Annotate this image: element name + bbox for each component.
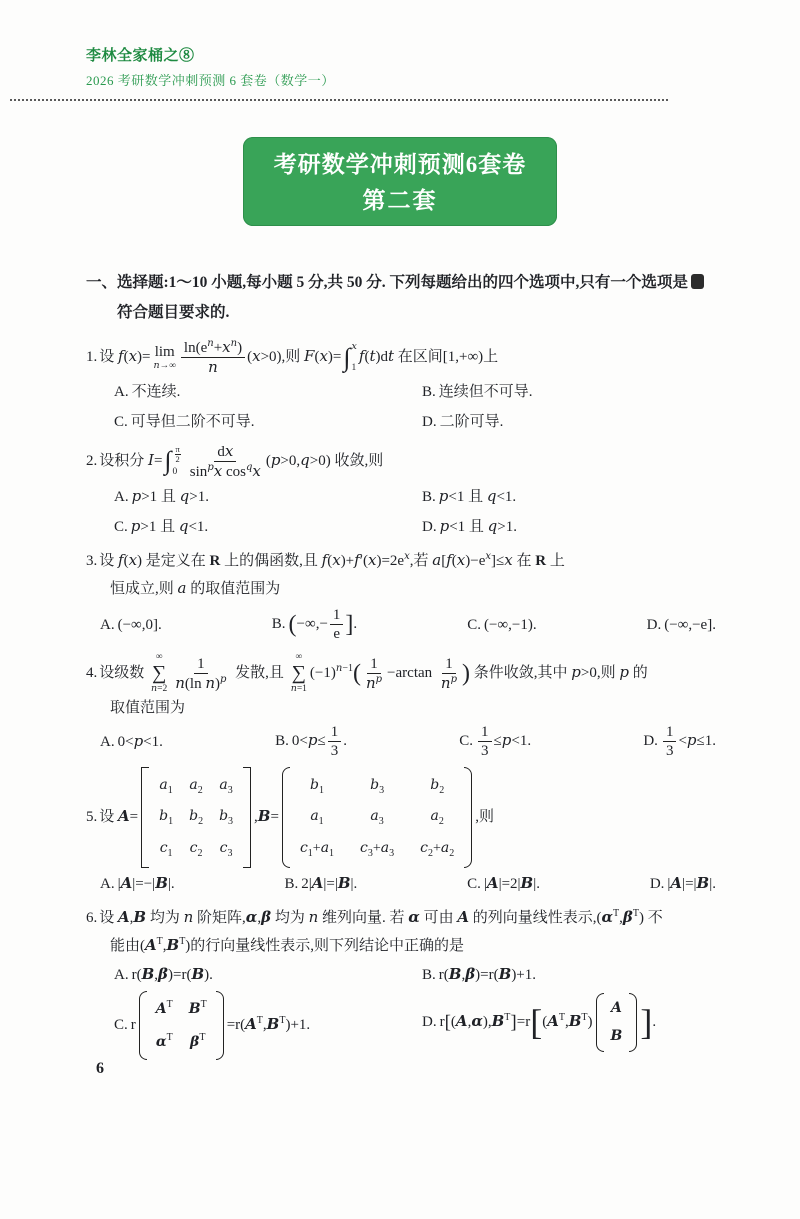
page-header	[86, 0, 720, 89]
question-text: 设 f(x) 是定义在 R 上的偶函数,且 $f(x)+f'(x)=2e^x$,若 $a[f(x)-e^x]\le x$ 在 R 上 恒成立,则 a 的取值范围为	[99, 551, 565, 597]
option-3C	[467, 612, 536, 638]
question-4-stem	[86, 653, 720, 721]
option-text: r(B,β)=r(B)+1.	[438, 964, 537, 983]
option-2A	[114, 483, 412, 510]
option-label: A.	[100, 734, 115, 751]
paper-title-box	[243, 137, 557, 226]
option-2D	[422, 513, 720, 540]
option-label: D.	[422, 1014, 437, 1031]
question-number: 3.	[86, 553, 98, 570]
question-2-stem	[86, 442, 720, 481]
question-2-options	[86, 483, 720, 541]
section-line-1: 一、选择题:1～10 小题,每小题 5 分,共 50 分. 下列每题给出的四个选项中,只有一个选项是	[86, 274, 688, 291]
option-text: $\frac{1}{3}$ <p≤1.	[661, 733, 716, 749]
ink-blob	[691, 274, 704, 289]
option-label: A.	[114, 966, 129, 983]
option-label: C.	[114, 1017, 128, 1034]
option-label: B.	[422, 384, 436, 401]
option-text: |A|=|B|.	[667, 874, 716, 893]
option-label: A.	[100, 876, 115, 893]
option-text: p<1 且 q<1.	[438, 486, 517, 505]
option-label: C.	[459, 733, 474, 750]
option-6C	[114, 991, 412, 1060]
option-4C	[459, 723, 531, 760]
option-label: C.	[467, 616, 481, 633]
question-5	[86, 767, 720, 897]
question-5-options	[86, 870, 720, 897]
option-text: 2|A|=|B|.	[301, 874, 358, 893]
option-text: $\frac{1}{3}$ ≤p<1.	[476, 733, 531, 749]
option-3D	[647, 612, 716, 638]
option-label: B.	[284, 876, 299, 893]
option-text: 连续但不可导.	[438, 384, 533, 401]
option-4A	[100, 728, 163, 755]
option-text: r $A^T$ $B^T$ $\alpha^T$ $\beta^T$ $=r(A^T,B^T)+1$.	[131, 1017, 310, 1033]
question-3-options	[86, 604, 720, 646]
series-subtitle: 2026 考研数学冲刺预测 6 套卷（数学一）	[86, 73, 335, 88]
option-label: D.	[422, 519, 437, 536]
question-3-stem	[86, 547, 720, 602]
section-line-2: 符合题目要求的.	[117, 304, 230, 322]
option-label: D.	[649, 876, 665, 893]
question-number: 6.	[86, 910, 98, 927]
question-3	[86, 547, 720, 646]
option-label: C.	[467, 876, 481, 893]
option-text: 可导但二阶不可导.	[130, 413, 255, 430]
question-text: 设积分 I= ∫ $\frac{\pi}{2}$ 0 $\frac{dx}{\sin^px \cos^qx}$ (p>0,q>0) 收敛,则	[99, 441, 384, 480]
option-text: (−∞,0].	[117, 616, 162, 633]
question-text: 设级数 ∞ ∑ n=2 $\frac{1}{n(\ln n)^p}$ 发散,且 ∞ ∑ n=1 $(-1)^{n-1}$( $\frac{1}{n^p}$ −arctan $\frac{1}{n^p}$ ) 条件收敛,其中 p>0,则 p 的 取值范围为	[99, 652, 648, 716]
dotted-divider	[10, 99, 668, 101]
option-1A	[114, 379, 412, 405]
option-1B	[422, 379, 720, 405]
question-4-options	[86, 723, 720, 760]
option-label: A.	[114, 488, 129, 505]
option-text: 0<p<1.	[117, 732, 163, 751]
question-5-stem	[86, 767, 720, 868]
brand-title: 李林全家桶之⑧	[86, 48, 195, 64]
option-2C	[114, 513, 412, 540]
option-label: C.	[114, 519, 128, 536]
option-label: B.	[275, 733, 289, 750]
question-number: 4.	[86, 665, 98, 682]
option-label: B.	[422, 488, 436, 505]
question-6-options	[86, 961, 720, 1061]
question-text: 设 A,B 均为 n 阶矩阵,α,β 均为 n 维列向量. 若 α 可由 A 的列向量线性表示$,(\alpha^T,\beta^T)$ 不 能由$(A^T,B^T)$的行向量线性表示,则下列结论中正确的是	[99, 908, 663, 954]
option-6D	[422, 991, 720, 1060]
question-number: 2.	[86, 452, 98, 469]
option-text: |A|=2|B|.	[483, 874, 540, 893]
question-1	[86, 338, 720, 435]
option-5B	[284, 870, 357, 897]
question-1-options	[86, 379, 720, 435]
option-1D	[422, 409, 720, 435]
section-instructions	[86, 268, 720, 328]
option-label: A.	[114, 384, 129, 401]
option-5D	[650, 870, 716, 897]
option-label: B.	[271, 616, 286, 633]
option-label: D.	[646, 616, 662, 633]
option-2B	[422, 483, 720, 510]
question-number: 5.	[86, 809, 98, 826]
option-6A	[114, 961, 412, 988]
option-4B	[275, 723, 347, 760]
question-text: 设 f(x)= lim n→∞ $\frac{\ln(e^n+x^n)}{n}$ (x>0),则 F(x)= ∫ x 1 f(t)dt 在区间[1,+∞)上	[99, 338, 499, 377]
option-text: (−∞,− $\frac{1}{e}$ ].	[288, 607, 358, 643]
option-label: B.	[422, 966, 436, 983]
option-3A	[100, 612, 162, 638]
option-text: p>1 且 q<1.	[130, 517, 209, 536]
option-text: (−∞,−1).	[483, 616, 537, 633]
option-text: (−∞,−e].	[664, 616, 716, 633]
option-5C	[467, 870, 540, 897]
option-text: 不连续.	[131, 384, 181, 401]
option-3B	[272, 604, 357, 646]
question-1-stem	[86, 338, 720, 377]
option-label: A.	[100, 616, 115, 633]
option-text: $r[(A,\alpha),B^T]=r[(A^T,B^T)$ A B ].	[440, 1014, 657, 1030]
option-label: D.	[422, 413, 437, 430]
option-6B	[422, 961, 720, 988]
option-1C	[114, 409, 412, 435]
question-text: 设 A= $a_1$ $a_2$ $a_3$ $b_1$ $b_2$ $b_3$ $c_1$ $c_2$ $c_3$ ,B= $b_1$ $b_3$ $b_2$ $a_1$ $a_3$ $a_2$ $c_1+a_1$ $c_3+a_3$ $c_2+a_2$ ,则	[99, 809, 494, 825]
page-number: 6	[96, 1060, 104, 1077]
option-text: 0<p≤ $\frac{1}{3}$ .	[291, 724, 347, 760]
question-6-stem	[86, 904, 720, 959]
question-number: 1.	[86, 349, 98, 366]
option-4D	[643, 723, 716, 760]
option-label: D.	[643, 733, 658, 750]
question-6	[86, 904, 720, 1060]
question-2	[86, 442, 720, 541]
option-text: p<1 且 q>1.	[439, 517, 517, 536]
paper-title: 考研数学冲刺预测6套卷	[273, 152, 527, 177]
option-5A	[100, 870, 175, 897]
option-text: p>1 且 q>1.	[131, 486, 209, 505]
option-label: C.	[114, 413, 128, 430]
paper-set-label: 第二套	[362, 188, 438, 213]
question-4	[86, 653, 720, 760]
option-text: r(B,β)=r(B).	[131, 964, 213, 983]
question-list	[86, 338, 720, 1060]
option-text: 二阶可导.	[439, 413, 504, 430]
option-text: |A|=−|B|.	[117, 874, 175, 893]
